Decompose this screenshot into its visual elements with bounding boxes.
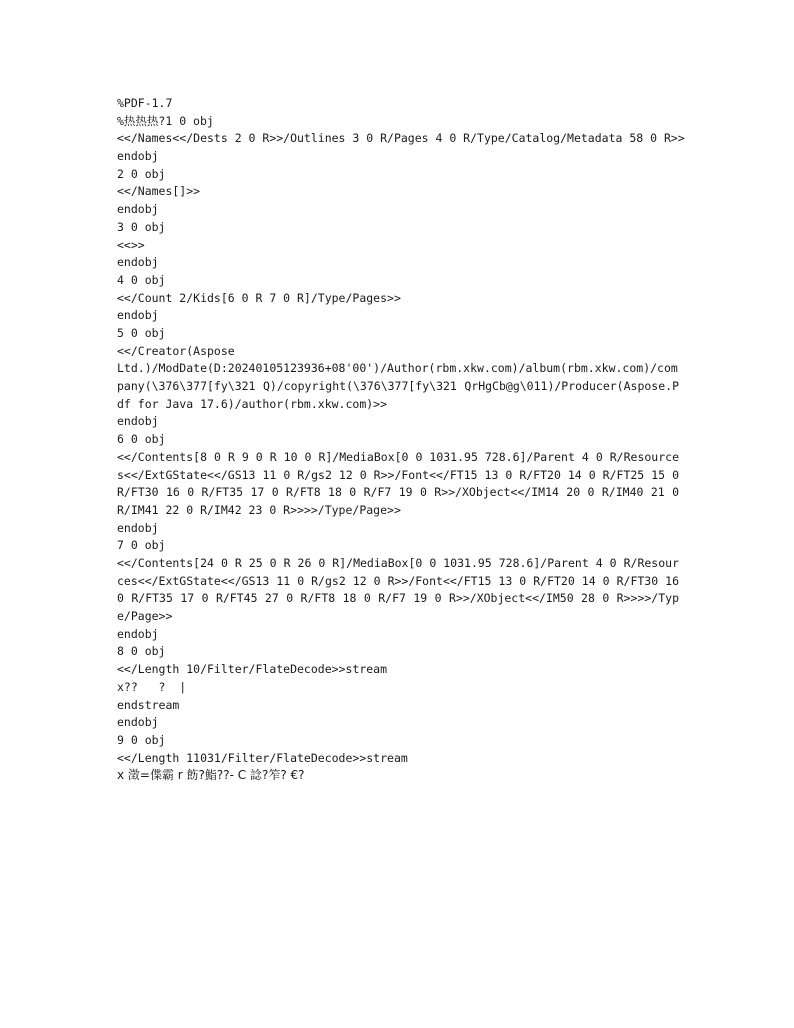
text-line: 9 0 obj	[117, 732, 166, 747]
text-line: endobj	[117, 626, 159, 641]
text-line: 5 0 obj	[117, 325, 166, 340]
pdf-source-text	[117, 95, 685, 785]
text-line: 2 0 obj	[117, 166, 166, 181]
text-paragraph: <</Contents[24 0 R 25 0 R 26 0 R]/MediaBox[0 0 1031.95 728.6]/Parent 4 0 R/Resources<</ExtGState<</GS13 11 0 R/gs2 12 0 R>>/Font<</FT15 13 0 R/FT20 14 0 R/FT30 16 0 R/FT35 17 0 R/FT45 27 0 R/FT8 18 0 R/F7 19 0 R>>/XObject<</IM50 28 0 R>>>>/Type/Page>>	[117, 555, 679, 624]
text-line: <</Creator(Aspose	[117, 343, 235, 358]
text-line: endobj	[117, 149, 159, 164]
text-line: <</Length 11031/Filter/FlateDecode>>stream	[117, 750, 408, 765]
text-line: <</Length 10/Filter/FlateDecode>>stream	[117, 662, 388, 677]
text-line: 3 0 obj	[117, 219, 166, 234]
text-line: endobj	[117, 202, 159, 217]
text-line: endobj	[117, 414, 159, 429]
text-line: <<>>	[117, 237, 145, 252]
text-line: endobj	[117, 308, 159, 323]
text-line: 6 0 obj	[117, 432, 166, 447]
text-line: endstream	[117, 697, 180, 712]
text-line: <</Names<</Dests 2 0 R>>/Outlines 3 0 R/Pages 4 0 R/Type/Catalog/Metadata 58 0 R>>	[117, 131, 685, 146]
text-line: endobj	[117, 715, 159, 730]
text-line: <</Count 2/Kids[6 0 R 7 0 R]/Type/Pages>>	[117, 290, 401, 305]
text-line: <</Names[]>>	[117, 184, 201, 199]
text-line: x?? ? |	[117, 679, 187, 694]
text-paragraph: Ltd.)/ModDate(D:20240105123936+08'00')/Author(rbm.xkw.com)/album(rbm.xkw.com)/company(\376\377[fy\321 Q)/copyright(\376\377[fy\321 QrHgCb@g\011)/Producer(Aspose.Pdf for Java 17.6)/author(rbm.xkw.com)>>	[117, 361, 679, 411]
text-line: 8 0 obj	[117, 644, 166, 659]
text-line: endobj	[117, 255, 159, 270]
text-line: 7 0 obj	[117, 538, 166, 553]
text-paragraph: <</Contents[8 0 R 9 0 R 10 0 R]/MediaBox[0 0 1031.95 728.6]/Parent 4 0 R/Resources<</ExtGState<</GS13 11 0 R/gs2 12 0 R>>/Font<</FT15 13 0 R/FT20 14 0 R/FT25 15 0 R/FT30 16 0 R/FT35 17 0 R/FT8 18 0 R/F7 19 0 R>>/XObject<</IM14 20 0 R/IM40 21 0 R/IM41 22 0 R/IM42 23 0 R>>>>/Type/Page>>	[117, 449, 679, 517]
text-line: x 澂=偞霸 r 飭?鮨??- C 諗?笮? €?	[117, 768, 305, 783]
text-line: %热热热?1 0 obj	[117, 113, 214, 128]
text-line: 4 0 obj	[117, 272, 166, 287]
text-line: %PDF-1.7	[117, 96, 173, 110]
text-line: endobj	[117, 520, 159, 535]
